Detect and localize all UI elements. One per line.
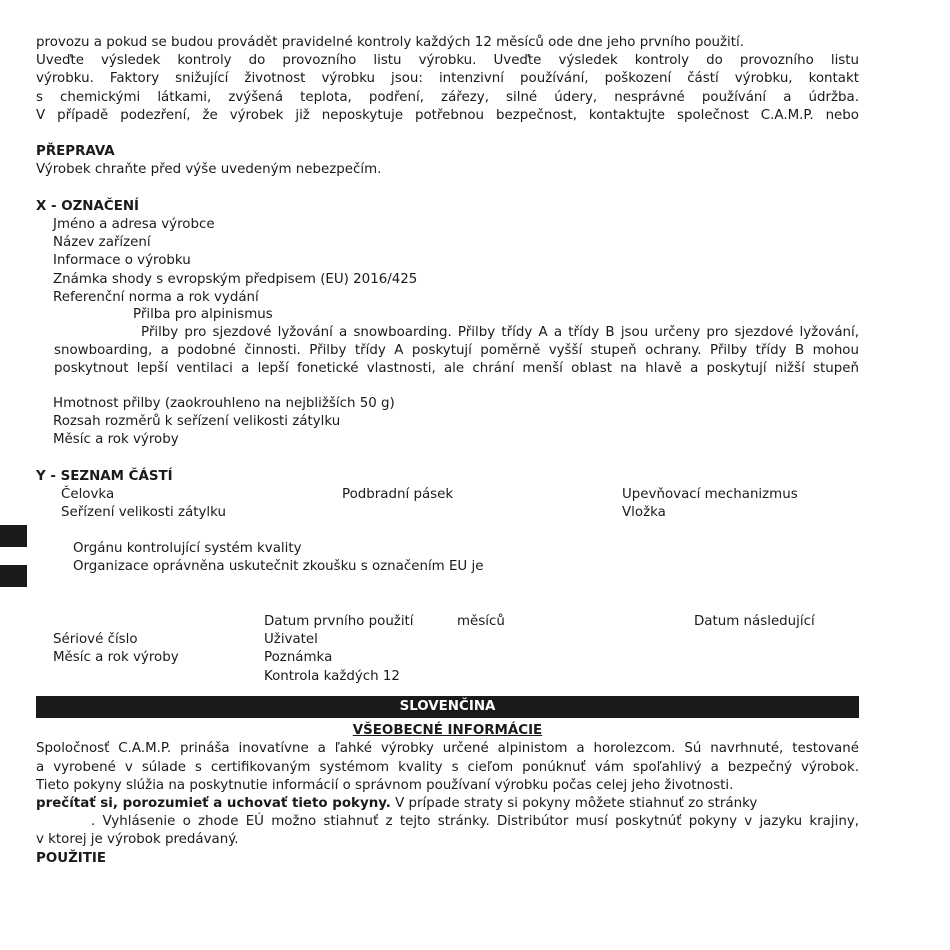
- part-item: Seřízení velikosti zátylku: [61, 505, 226, 520]
- marking-item: Měsíc a rok výroby: [53, 432, 179, 447]
- marking-item: Informace o výrobku: [53, 253, 191, 268]
- transport-text: Výrobek chraňte před výše uvedeným nebezpečím.: [36, 162, 382, 177]
- slovak-bold-text: prečítať si, porozumieť a uchovať tieto pokyny.: [36, 796, 391, 811]
- parts-heading: Y - SEZNAM ČÁSTÍ: [36, 469, 173, 484]
- marking-heading: X - OZNAČENÍ: [36, 199, 140, 214]
- marking-paragraph-line: poskytnout lepší ventilaci a lepší fonetické vlastnosti, ale chrání menší oblast na hlavě a poskytují nižší stupeň: [54, 361, 859, 376]
- edge-tab-marker: [0, 525, 27, 547]
- marking-subtitle: Přilba pro alpinismus: [133, 307, 273, 322]
- test-organ-line: Organizace oprávněna uskutečnit zkoušku s označením EU je: [73, 559, 484, 574]
- marking-item: Jméno a adresa výrobce: [53, 217, 215, 232]
- form-serial: Sériové číslo: [53, 632, 138, 647]
- form-next-date: Datum následující: [694, 614, 815, 629]
- marking-item: Název zařízení: [53, 235, 151, 250]
- intro-line-3: výrobku. Faktory snižující životnost výrobku jsou: intenzivní používání, poškození částí výrobku, kontakt: [36, 71, 859, 86]
- part-item: Čelovka: [61, 487, 115, 502]
- intro-line-5: V případě podezření, že výrobek již neposkytuje potřebnou bezpečnost, kontaktujte společnost C.A.M.P. nebo: [36, 108, 859, 123]
- transport-heading: PŘEPRAVA: [36, 144, 115, 159]
- language-bar: SLOVENČINA: [36, 696, 859, 718]
- marking-item: Referenční norma a rok vydání: [53, 290, 259, 305]
- slovak-line: [36, 795, 757, 813]
- slovak-text: V prípade straty si pokyny môžete stiahnuť zo stránky: [390, 796, 758, 811]
- form-first-use: Datum prvního použití: [264, 614, 414, 629]
- form-check: Kontrola každých 12: [264, 669, 400, 684]
- slovak-line: v ktorej je výrobok predávaný.: [36, 832, 239, 847]
- slovak-line: . Vyhlásenie o zhode EÚ možno stiahnuť z tejto stránky. Distribútor musí poskytnúť pokyny v jazyku krajiny,: [91, 814, 859, 829]
- part-item: Podbradní pásek: [342, 487, 454, 502]
- edge-tab-marker: [0, 565, 27, 587]
- marking-item: Rozsah rozměrů k seřízení velikosti zátylku: [53, 414, 341, 429]
- quality-organ-line: Orgánu kontrolující systém kvality: [73, 541, 302, 556]
- marking-item: Známka shody s evropským předpisem (EU) 2016/425: [53, 272, 418, 287]
- intro-line-1: provozu a pokud se budou provádět pravidelné kontroly každých 12 měsíců ode dne jeho prvního použití.: [36, 35, 744, 50]
- slovak-line: a vyrobené v súlade s certifikovaným systémom kvality s cieľom ponúknuť vám spoľahlivý a bezpečný výrobok.: [36, 760, 859, 775]
- marking-paragraph-line: snowboarding, a podobné činnosti. Přilby třídy A poskytují poměrně vyšší stupeň ochrany. Přilby třídy B mohou: [54, 343, 859, 358]
- intro-line-4: s chemickými látkami, zvýšená teplota, podření, zářezy, silné údery, nesprávné používání a údržba.: [36, 90, 859, 105]
- section-title: VŠEOBECNÉ INFORMÁCIE: [352, 723, 543, 738]
- intro-line-2: Uveďte výsledek kontroly do provozního listu výrobku. Uveďte výsledek kontroly do provozního listu: [36, 53, 859, 68]
- form-user: Uživatel: [264, 632, 318, 647]
- marking-paragraph-line: Přilby pro sjezdové lyžování a snowboarding. Přilby třídy A a třídy B jsou určeny pro sjezdové lyžování,: [141, 325, 859, 340]
- part-item: Upevňovací mechanizmus: [622, 487, 798, 502]
- marking-item: Hmotnost přilby (zaokrouhleno na nejbližších 50 g): [53, 396, 395, 411]
- form-note: Poznámka: [264, 650, 333, 665]
- usage-heading: POUŽITIE: [36, 851, 107, 866]
- slovak-line: Tieto pokyny slúžia na poskytnutie informácií o správnom používaní výrobku počas celej jeho životnosti.: [36, 778, 734, 793]
- form-months: měsíců: [457, 614, 505, 629]
- slovak-line: Spoločnosť C.A.M.P. prináša inovatívne a ľahké výrobky určené alpinistom a horolezcom. Sú navrhnuté, testované: [36, 741, 859, 756]
- form-month-year: Měsíc a rok výroby: [53, 650, 179, 665]
- part-item: Vložka: [622, 505, 666, 520]
